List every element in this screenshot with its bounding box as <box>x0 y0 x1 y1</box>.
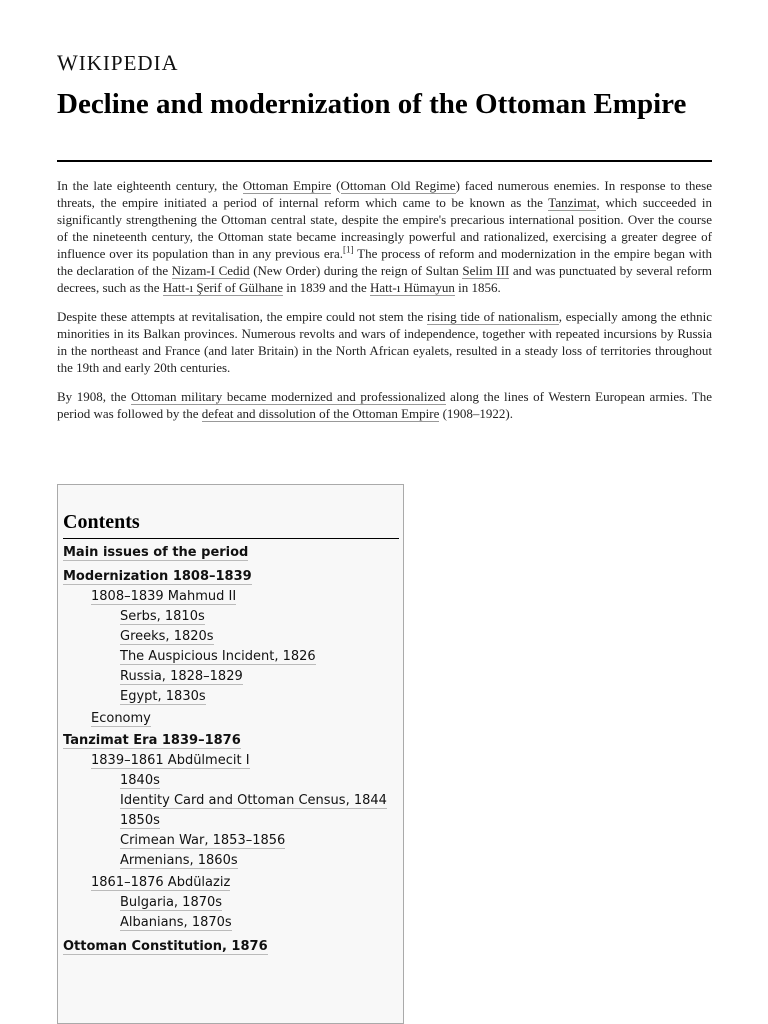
toc-item-label: Main issues of the period <box>63 545 249 560</box>
paragraph-text: , especially among the ethnic minorities in its Balkan provinces. Numerous revolts and wars of independence, together with repeated incursions by Russia in the northeast and France (and later Britain) in the North African eyalets, resulted in a steady loss of territories throughout the 19th and early 20th centuries. <box>57 309 712 375</box>
article-link[interactable]: defeat and dissolution of the Ottoman Empire <box>201 406 440 421</box>
toc-item-label: Bulgaria, 1870s <box>120 895 223 910</box>
toc-item-label: Ottoman Constitution, 1876 <box>63 939 268 954</box>
paragraph-text: In the late eighteenth century, the <box>57 178 243 193</box>
toc-item-label: Albanians, 1870s <box>120 915 232 930</box>
toc-item[interactable] <box>120 853 238 868</box>
paragraph-text: and was punctuated by several reform decrees, such as the <box>57 263 712 295</box>
toc-item[interactable] <box>120 833 285 848</box>
paragraph-text: ) faced numerous enemies. In response to these threats, the empire initiated a period of internal reform which came to be known as the <box>57 178 712 210</box>
article-link[interactable]: Nizam-I Cedid <box>171 263 250 278</box>
paragraph <box>57 308 712 376</box>
toc-divider <box>63 538 399 539</box>
toc-item[interactable] <box>120 793 387 808</box>
table-of-contents <box>57 484 404 1024</box>
paragraph <box>57 388 712 422</box>
toc-item[interactable] <box>120 609 205 624</box>
title-divider <box>57 160 712 162</box>
toc-item-label: Egypt, 1830s <box>120 689 206 704</box>
toc-item-label: Tanzimat Era 1839–1876 <box>63 733 241 748</box>
toc-item[interactable] <box>91 875 230 890</box>
toc-item[interactable] <box>63 939 268 954</box>
toc-item-label: 1850s <box>120 813 160 828</box>
paragraph-text: Despite these attempts at revitalisation, the empire could not stem the <box>57 309 427 324</box>
toc-item-label: Crimean War, 1853–1856 <box>120 833 286 848</box>
article-link[interactable]: Ottoman Empire <box>242 178 332 193</box>
logo-middle: IKIPEDI <box>78 51 162 75</box>
logo-initial: W <box>57 50 79 75</box>
toc-item-label: Modernization 1808–1839 <box>63 569 252 584</box>
paragraph <box>57 177 712 296</box>
toc-item[interactable] <box>63 733 241 748</box>
article-link[interactable]: Ottoman military became modernized and professionalized <box>131 389 446 404</box>
toc-item-label: 1840s <box>120 773 160 788</box>
toc-title: Contents <box>63 511 140 533</box>
toc-item-label: The Auspicious Incident, 1826 <box>120 649 316 664</box>
toc-item-label: Serbs, 1810s <box>120 609 205 624</box>
toc-item-label: Identity Card and Ottoman Census, 1844 <box>120 793 387 808</box>
toc-item-label: 1808–1839 Mahmud II <box>91 589 237 604</box>
paragraph-text: (1908–1922). <box>439 406 514 421</box>
toc-item[interactable] <box>91 711 151 726</box>
page-title: Decline and modernization of the Ottoman Empire <box>57 88 687 120</box>
toc-item[interactable] <box>91 589 236 604</box>
toc-item[interactable] <box>91 753 250 768</box>
toc-item[interactable] <box>120 773 160 788</box>
toc-item[interactable] <box>120 813 160 828</box>
paragraph-text: , which succeeded in significantly strengthening the Ottoman central state, despite the empire's precarious international position. Over the course of the nineteenth century, the Ottoman state became increasingly powerful and rationalized, exercising a greater degree of influence over its population than in any previous era. <box>57 195 712 261</box>
toc-item-label: Economy <box>91 711 151 726</box>
toc-item[interactable] <box>63 569 252 584</box>
toc-item-label: 1861–1876 Abdülaziz <box>91 875 231 890</box>
article-link[interactable]: Selim III <box>462 263 510 278</box>
paragraph-text: along the lines of Western European armies. The period was followed by the <box>57 389 713 421</box>
citation-link[interactable]: [1] <box>342 244 354 255</box>
toc-item[interactable] <box>120 669 243 684</box>
logo-final: A <box>161 50 179 75</box>
toc-item[interactable] <box>120 689 206 704</box>
article-link[interactable]: Ottoman Old Regime <box>340 178 456 193</box>
article-link[interactable]: Hatt-ı Hümayun <box>370 280 455 295</box>
paragraph-text: in 1839 and the <box>282 280 370 295</box>
toc-item[interactable] <box>120 915 232 930</box>
article-link[interactable]: Hatt-ı Şerif of Gülhane <box>162 280 283 295</box>
paragraph-text: By 1908, the <box>57 389 132 404</box>
article-body <box>57 177 712 434</box>
wikipedia-logo[interactable] <box>57 50 178 76</box>
toc-item-label: Armenians, 1860s <box>120 853 238 868</box>
article-link[interactable]: Tanzimat <box>548 195 597 210</box>
article-link[interactable]: rising tide of nationalism <box>426 309 559 324</box>
toc-item[interactable] <box>120 895 222 910</box>
paragraph-text: in 1856. <box>454 280 501 295</box>
toc-item-label: Greeks, 1820s <box>120 629 214 644</box>
toc-item-label: Russia, 1828–1829 <box>120 669 243 684</box>
paragraph-text: The process of reform and modernization in the empire began with the declaration of the <box>57 246 712 278</box>
toc-item-label: 1839–1861 Abdülmecit I <box>91 753 250 768</box>
paragraph-text: (New Order) during the reign of Sultan <box>249 263 463 278</box>
toc-item[interactable] <box>63 545 248 560</box>
toc-item[interactable] <box>120 649 316 664</box>
paragraph-text: ( <box>331 178 341 193</box>
toc-item[interactable] <box>120 629 214 644</box>
